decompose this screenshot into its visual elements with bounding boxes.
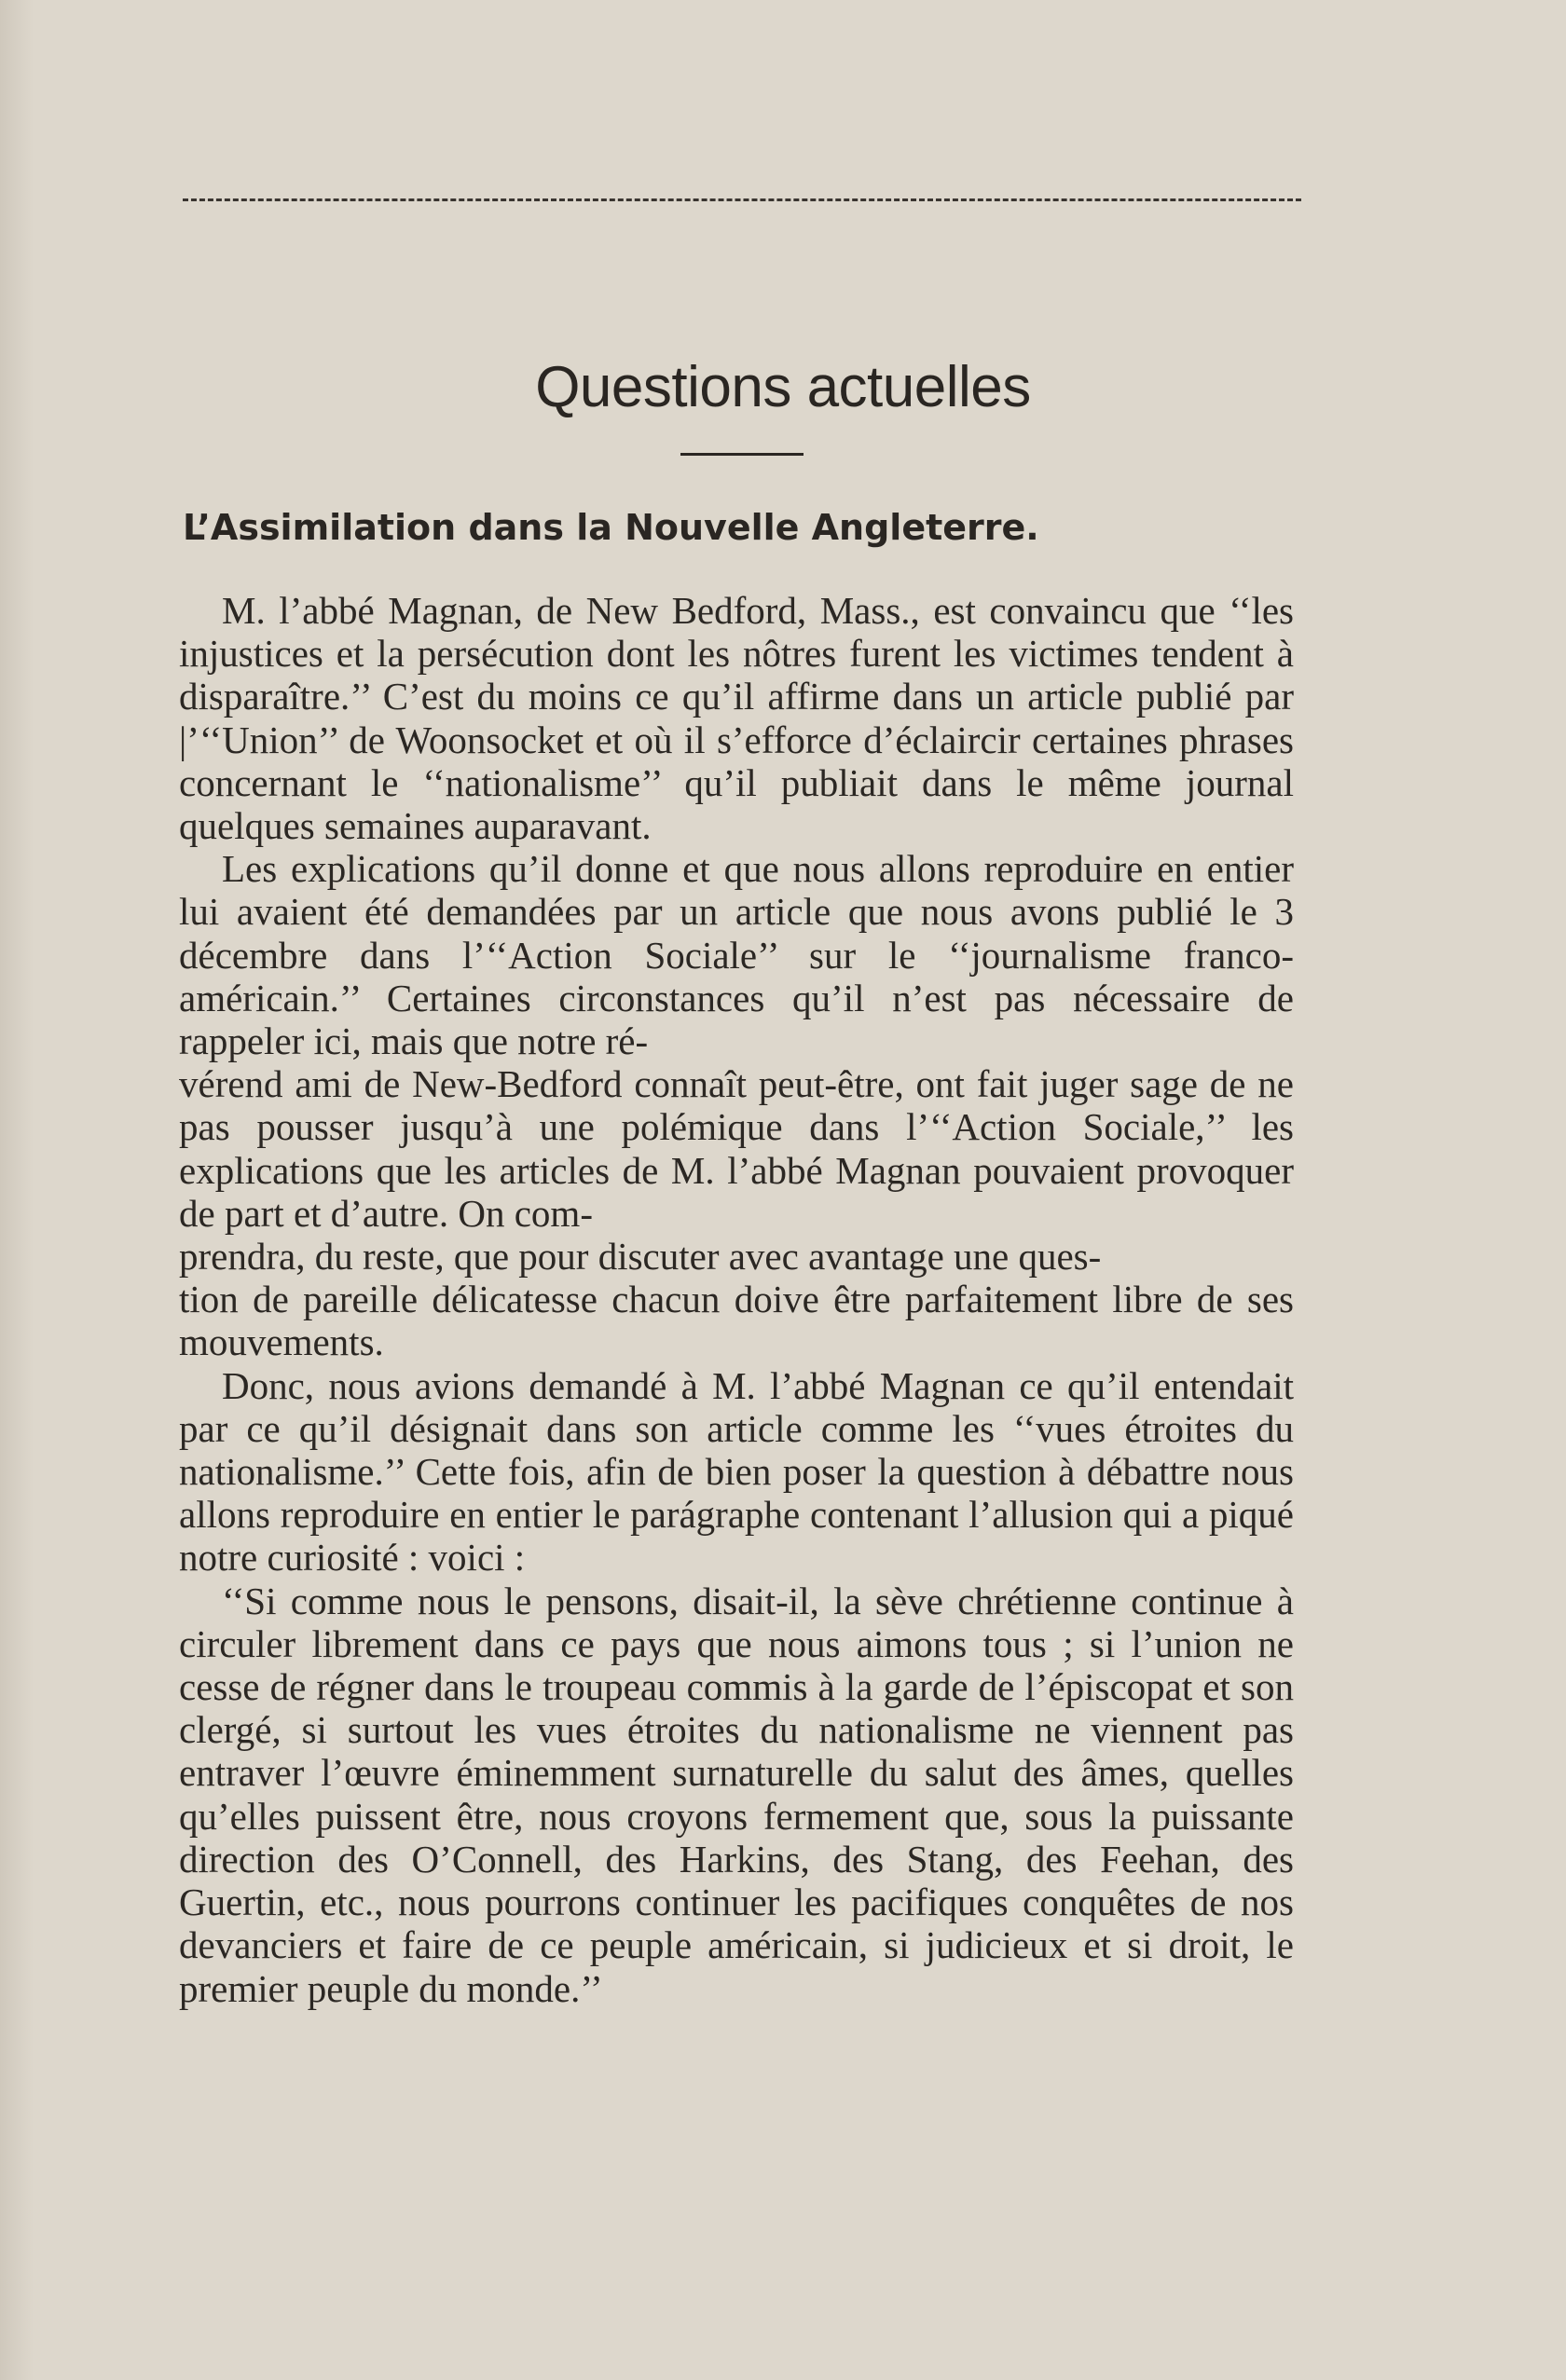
paragraph-4-quotation: ‘‘Si comme nous le pensons, disait-il, la sève chrétienne continue à circuler librement dans ce pays que nous aimons tous ; si l’union ne cesse de régner dans le troupeau commis à la garde de l’épiscopat et son clergé, si surtout les vues étroites du nationalisme ne viennent pas entraver l’œuvre éminemment surnaturelle du salut des âmes, quelles qu’elles puissent être, nous croyons fermement que, sous la puissante direction des O’Connell, des Harkins, des Stang, des Feehan, des Guertin, etc., nous pourrons continuer les pacifiques conquêtes de nos devanciers et faire de ce peuple américain, si judicieux et si droit, le premier peuple du monde.’’: [179, 1579, 1294, 2010]
article-body: [179, 589, 1294, 2010]
top-dashed-rule: [183, 198, 1301, 201]
article-title: L’Assimilation dans la Nouvelle Angleterre.: [183, 507, 1039, 548]
paragraph-3: Donc, nous avions demandé à M. l’abbé Magnan ce qu’il entendait par ce qu’il désignait dans son article comme les ‘‘vues étroites du nationalisme.’’ Cette fois, afin de bien poser la question à débattre nous allons reproduire en entier le parágraphe contenant l’allusion qui a piqué notre curiosité : voici :: [179, 1363, 1294, 1580]
title-underline-rule: [680, 453, 804, 456]
section-title: Questions actuelles: [535, 355, 1031, 419]
paragraph-2: Les explications qu’il donne et que nous allons reproduire en entier lui avaient été demandées par un article que nous avons publié le 3 décembre dans l’‘‘Action Sociale’’ sur le ‘‘journalisme franco-américain.’’ Certaines circonstances qu’il n’est pas nécessaire de rappeler ici, mais que notre ré- vérend ami de New-Bedford connaît peut-être, ont fait juger sage de ne pas pousser jusqu’à une polémique dans l’‘‘Action Sociale,’’ les explications que les articles de M. l’abbé Magnan pouvaient provoquer de part et d’autre. On com- prendra, du reste, que pour discuter avec avantage une ques- tion de pareille délicatesse chacun doive être parfaitement libre de ses mouvements.: [179, 847, 1294, 1364]
paragraph-1: M. l’abbé Magnan, de New Bedford, Mass., est convaincu que ‘‘les injustices et la persécution dont les nôtres furent les victimes tendent à disparaître.’’ C’est du moins ce qu’il affirme dans un article publié par |’‘‘Union’’ de Woonsocket et où il s’efforce d’éclaircir certaines phrases concernant le ‘‘nationalisme’’ qu’il publiait dans le même journal quelques semaines auparavant.: [179, 589, 1294, 848]
